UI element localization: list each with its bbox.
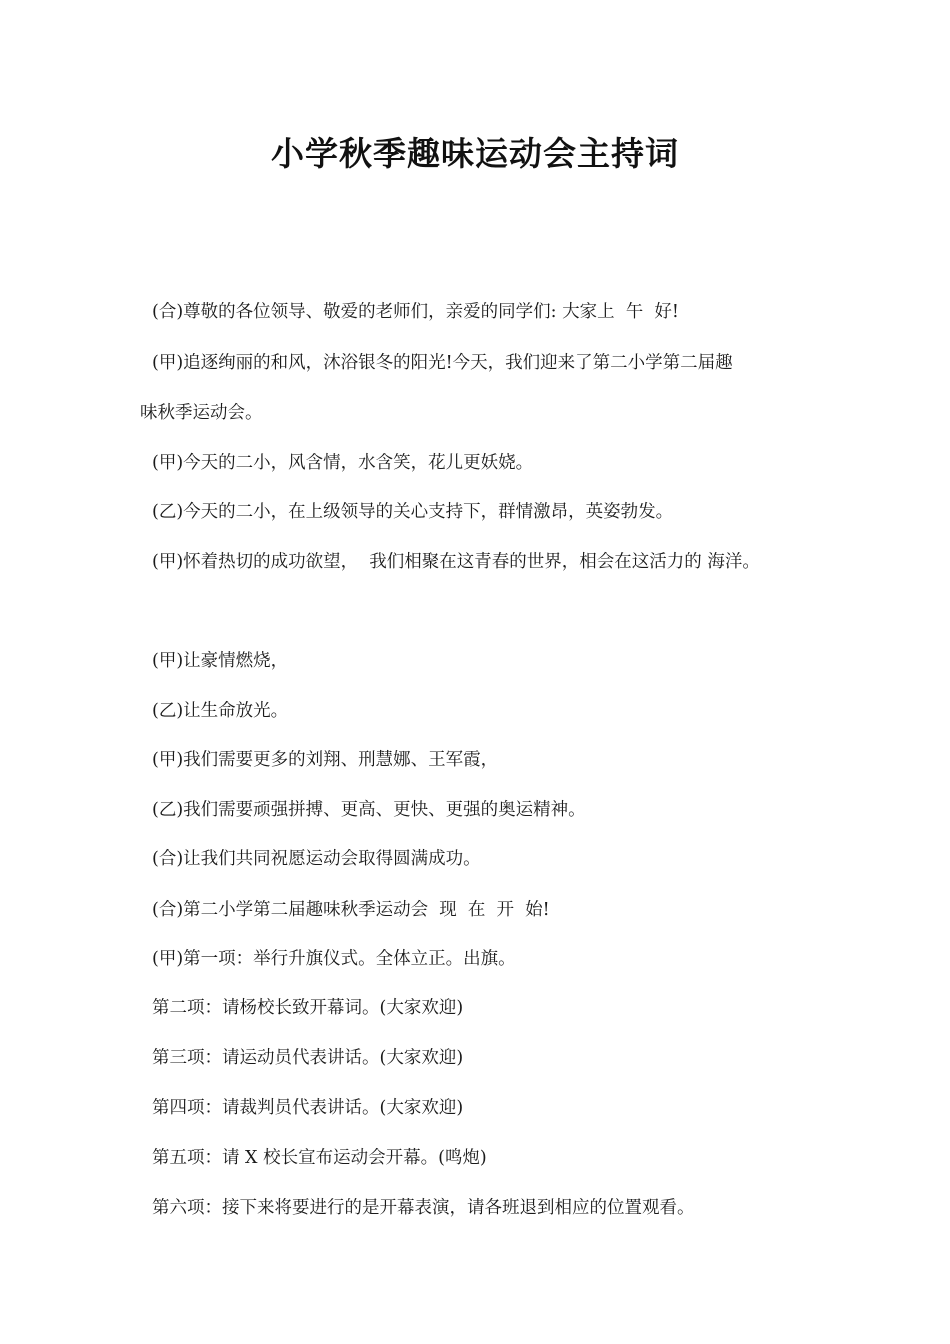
document-title: 小学秋季趣味运动会主持词	[271, 134, 679, 173]
script-line: (乙)我们需要顽强拼搏、更高、更快、更强的奥运精神。	[152, 800, 586, 820]
script-line: 第四项：请裁判员代表讲话。(大家欢迎)	[152, 1098, 464, 1118]
script-line: 味秋季运动会。	[140, 403, 263, 423]
script-line: (甲)今天的二小，风含情，水含笑，花儿更妖娆。	[152, 453, 534, 473]
script-line: 第六项：接下来将要进行的是开幕表演，请各班退到相应的位置观看。	[152, 1198, 695, 1218]
script-line: (甲)第一项：举行升旗仪式。全体立正。出旗。	[152, 949, 516, 969]
script-line: (甲)怀着热切的成功欲望， 我们相聚在这青春的世界，相会在这活力的 海洋。	[152, 552, 760, 572]
script-line: (合)尊敬的各位领导、敬爱的老师们，亲爱的同学们: 大家上 午 好!	[152, 302, 679, 322]
script-line: (合)让我们共同祝愿运动会取得圆满成功。	[152, 849, 481, 869]
script-line: 第二项：请杨校长致开幕词。(大家欢迎)	[152, 998, 464, 1018]
script-line: (甲)追逐绚丽的和风，沐浴银冬的阳光!今天，我们迎来了第二小学第二届趣	[152, 353, 733, 373]
script-line: (甲)我们需要更多的刘翔、刑慧娜、王军霞，	[152, 750, 499, 770]
script-line: (乙)今天的二小，在上级领导的关心支持下，群情激昂，英姿勃发。	[152, 502, 674, 522]
script-line: 第五项：请 X 校长宣布运动会开幕。(鸣炮)	[152, 1148, 487, 1168]
script-line: 第三项：请运动员代表讲话。(大家欢迎)	[152, 1048, 464, 1068]
script-line: (合)第二小学第二届趣味秋季运动会 现 在 开 始!	[152, 900, 550, 920]
script-line: (乙)让生命放光。	[152, 701, 289, 721]
script-line: (甲)让豪情燃烧，	[152, 651, 289, 671]
